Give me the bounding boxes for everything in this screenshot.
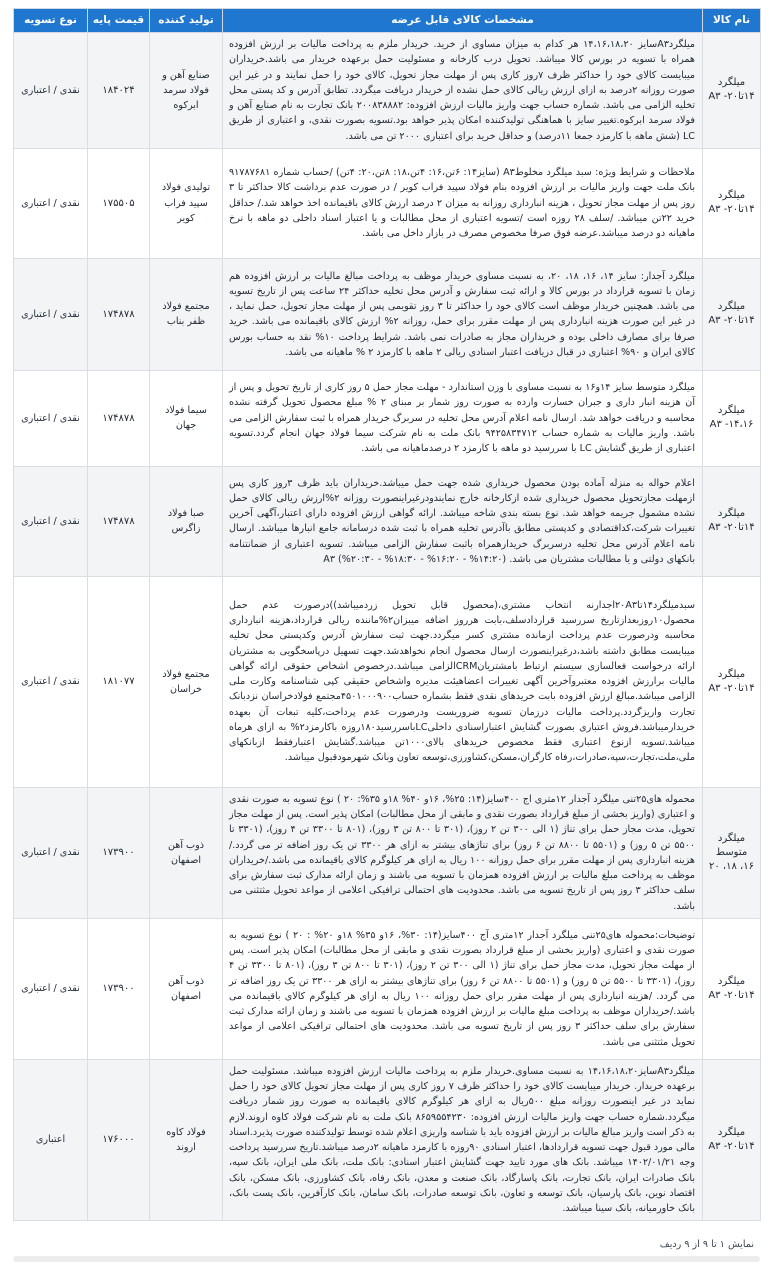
cell-producer: مجتمع فولاد خراسان (150, 576, 223, 787)
cell-producer: صنایع آهن و فولاد سرمد ابرکوه (150, 33, 223, 149)
cell-settlement: نقدی / اعتباری (14, 918, 88, 1059)
table-row[interactable] (14, 787, 761, 918)
cell-settlement: نقدی / اعتباری (14, 576, 88, 787)
cell-producer: ذوب آهن اصفهان (150, 787, 223, 918)
cell-settlement: اعتباری (14, 1059, 88, 1221)
cell-producer: ذوب آهن اصفهان (150, 918, 223, 1059)
cell-spec: میلگرد آجدار: سایز ۱۴، ۱۶، ۱۸، ۲۰، به نسبت مساوی خریدار موظف به پرداخت مبالغ مالیات بر ارزش افزوده هم زمان با تسویه قرارداد در بورس کالا و ارائه ثبت سفارش و آدرس محل تخلیه حداکثر ۲۴ ساعت پس از تاریخ تسویه می باشد. همچنین خریدار موظف است کالای خود را حداکثر تا ۳ روز تقویمی پس از مهلت مجاز تحویل، حمل نماید ، در غیر این صورت هزینه انبارداری پس از مهلت مقرر برای حمل، روزانه ۲% ارزش کالای باقیمانده می باشد. خرید صرفا برای مصارف داخلی بوده و خریداران مجاز به صادرات نمی باشد. شرایط پرداخت ۱۰% نقد به حساب بورس کالای ایران و ۹۰% اعتباری در قبال دریافت اعتبار اسنادی ریالی ۲ ماهه با کارمزد ۲ % ماهیانه می باشد. (223, 258, 703, 370)
offers-table (13, 8, 761, 1221)
cell-producer: فولاد کاوه اروند (150, 1059, 223, 1221)
table-row[interactable] (14, 33, 761, 149)
table-row[interactable] (14, 258, 761, 370)
cell-settlement: نقدی / اعتباری (14, 787, 88, 918)
cell-price: ۱۸۴۰۲۴ (88, 33, 150, 149)
cell-price: ۱۷۶۰۰۰ (88, 1059, 150, 1221)
cell-name: میلگرد ۱۴تا۲۰- A۳ (703, 918, 761, 1059)
cell-name: میلگرد متوسط ۱۶، ۱۸، ۲۰ (703, 787, 761, 918)
cell-settlement: نقدی / اعتباری (14, 370, 88, 466)
table-row[interactable] (14, 918, 761, 1059)
cell-name: میلگرد ۱۴تا۲۰- A۳ (703, 33, 761, 149)
cell-name: میلگرد ۱۴تا۲۰- A۳ (703, 148, 761, 258)
cell-spec: سبدمیلگرد۱۴تا۲۰A۳اجدارنه انتخاب مشتری،(محصول قابل تحویل زردمیباشد))درصورت عدم حمل محصول۱۰روزبعدازتاریخ سررسید قراردادسلف،بابت هرروز اضافه میبزان۲%ماننده ریالی قرارداد،هزینه انبارداری محاسبه ودرصورت عدم پرداخت ازمانده مشتری کسر میگردد.جهت ثبت سفارش آدرس وکدپستی محل تخلیه میبایست مطابق داشته باشد،درغیراینصورت ارسال محصول انجام نخواهدشد.جهت تسهیل درپاسخگویی به مشتریان ارائه درخواست فعالسازی سیستم ارتباط بامشتریانCRMالزامی میباشد.درخصوص اشخاص حقوقی ارائه گواهی مالیات برارزش افزوده معتبروآخرین آگهی تغییرات اعضاهیئت مدیره واشخاص حقیقی کپی شناسنامه وکارت ملی الزامی میباشد.مبالغ ارزش افزوده بابت خریدهای نقدی فقط بشماره حساب۴۵۰۱۰۰۰۹۰۰مجتمع فولادخراسان نزدبانک تجارت واریزگردد.پرداخت مالیات درزمان تسویه ضروریست ودرصورت عدم پرداخت،کلیه تبعات آن بعهده خریدارمیباشد.فروش اعتباری بصورت گشایش اعتباراسنادی داخلیLCباسررسید۱۸۰روزه باکارمزد۲% به ازای هرماه میباشد.تسویه ازنوع اعتباری فقط مخصوص خریدهای بالای۱۰۰۰تن میباشد.گشایش اعتبارفقط ازبانکهای ملی،ملت،تجارت،سپه،صادرات،رفاه کارگران،مسکن،کشاورزی،توسعه تعاون وبانک شهرمودقبول میباشد. (223, 576, 703, 787)
table-header-row (14, 9, 761, 33)
cell-price: ۱۷۴۸۷۸ (88, 370, 150, 466)
table-row[interactable] (14, 576, 761, 787)
cell-name: میلگرد ۱۴تا۲۰- A۳ (703, 576, 761, 787)
header-spec[interactable]: مشخصات کالای قابل عرضه (223, 9, 703, 33)
cell-spec: میلگرد متوسط سایز ۱۴و۱۶ به نسبت مساوی با وزن استاندارد - مهلت مجاز حمل ۵ روز کاری از تاریخ تحویل و پس از آن هزینه انبار داری و جبران خسارت وارده به صورت روز شمار بر مبنای ۲ % مبلغ محصول تحویل گرفته نشده محاسبه و دریافت خواهد شد. ارسال نامه اعلام آدرس محل تخلیه در سربرگ خریدار همراه با ثبت سفارش الزامی می باشد. واریز مالیات به شماره حساب ۹۴۲۵۸۳۴۷۱۲ بانک ملت به نام شرکت سیما فولاد جهان انجام گردد.تسویه اعتباری از طریق گشایش LC با سررسید دو ماهه با کارمزد ۲ درصدماهیانه می باشد. (223, 370, 703, 466)
cell-producer: مجتمع فولاد ظفر بناب (150, 258, 223, 370)
cell-spec: میلگردA۳سایز ۱۴،۱۶،۱۸،۲۰ هر کدام به میزان مساوی از خرید. خریدار ملزم به پرداخت مالیات بر ارزش افزوده همراه با تسویه در بورس کالا میباشد. تحویل درب کارخانه و مسئولیت حمل برعهده خریدار می باشد.خریداران میبایست کالای خود را حداکثر ظرف ۷روز کاری پس از مهلت مجاز تحویل، کالای خود را حمل نمایند و در غیر این صورت روزانه ۲درصد به ازای ارزش ریالی کالای حمل نشده از خریدار دریافت میگردد. تطابق آدرس و کد پستی محل تخلیه الزامی می باشد. شماره حساب جهت واریز مالیات ارزش افزوده: ۲۰۰۸۳۸۸۸۲ بانک تجارت به نام صنایع آهن و فولاد سرمد ابرکوه.تغییر سایز با هماهنگی تولیدکننده امکان پذیر خواهد بود.تسویه بصورت نقدی، و اعتباری از طریق LC (شش ماهه با کارمزد جمعا ۱۱درصد) و حداقل خرید برای اعتباری ۲۰۰۰ تن می باشد. (223, 33, 703, 149)
table-row[interactable] (14, 148, 761, 258)
cell-producer: سیما فولاد جهان (150, 370, 223, 466)
cell-name: میلگرد ۱۴تا۲۰- A۳ (703, 1059, 761, 1221)
table-body (14, 33, 761, 1221)
cell-spec: ملاحظات و شرایط ویژه: سبد میلگرد مخلوطA۳ (سایز۱۴: ۶تن،۱۶: ۴تن،۱۸: ۸تن،۲۰: ۴تن) /حساب شماره ۹۱۷۸۷۶۸۱ بانک ملت جهت واریز مالیات بر ارزش افزوده بنام فولاد سپید فراب کویر / در صورت عدم برداشت کالا حداکثر تا ۳ روز پس از مهلت مجاز تحویل ، هزینه انبارداری روزانه به میزان ۲ درصد ارزش کالای باقیمانده اخذ خواهد شد./ حداقل خرید ۲۲تن میباشد. /سلف ۲۸ روزه است /تسویه اعتباری از محل مطالبات و یا اعتبار اسناد داخلی دو ماهه با نرخ ماهیانه دو درصد میباشد.عرضه فوق صرفا مخصوص مصرف در بازار داخل می باشد. (223, 148, 703, 258)
header-producer[interactable]: تولید کننده (150, 9, 223, 33)
cell-name: میلگرد ۱۴،۱۶- A۳ (703, 370, 761, 466)
cell-spec: اعلام حواله به منزله آماده بودن محصول خریداری شده جهت حمل میباشد.خریداران باید ظرف ۳روز کاری پس ازمهلت مجازتحویل محصول خریداری شده ازکارخانه خارج نمایندودرغیراینصورت روزانه ۲%ارزش ریالی کالای حمل نشده مشمول جریمه خواهد شد. نوع بسته بندی شاخه میباشد. ارائه گواهی ارزش افزوده دارای اعتبار،آگهی آخرین تغییرات شرکت،کداقتصادی و کدپستی مطابق باآدرس تخلیه همراه با ثبت شده درسامانه جامع انبارها میباشد. ارسال نامه اعلام آدرس محل تخلیه درسربرگ خریدارهمراه باثبت سفارش الزامی میباشد. تسویه اعتباری از ضمانتنامه بانکهای دولتی و یا مطالبات مشتریان می باشد. (۱۴:۲۰% - ۱۶:۲۰% - ۱۸:۳۰% - ۲۰:۳۰%) A۳ (223, 466, 703, 576)
table-row[interactable] (14, 370, 761, 466)
cell-settlement: نقدی / اعتباری (14, 148, 88, 258)
cell-settlement: نقدی / اعتباری (14, 258, 88, 370)
cell-spec: محموله های۲۵تنی میلگرد آجدار ۱۲متری اج ۴۰۰سایز(۱۴: ۲۵%، ۱۶و ۴۰% ۱۸و ۳۵%: ۲۰ ) نوع تسویه به صورت نقدی و اعتباری (واریز بخشی از مبلغ قرارداد بصورت نقدی و مابقی از محل مطالبات) امکان پذیر است. پس از مهلت مجاز تحویل، مدت مجاز حمل برای تناژ (۱ الی ۳۰۰ تن ۲ روز)، (۳۰۱ تا ۸۰۰ تن ۳ روز)، (۸۰۱ تا ۳۳۰۰ تن ۴ روز)، (۳۳۰۱ تا ۵۵۰۰ تن ۵ روز) و (۵۵۰۱ تا ۸۸۰۰ تن ۶ روز) برای تناژهای بیشتر به ازای هر ۳۳۰۰ تن یک روز اضافه تر می گردد./ هزینه انبارداری پس از مهلت مقرر برای حمل روزانه ۱۰۰ ریال به ازای هر کیلوگرم کالای باقیمانده می باشد./خریداران موظف به پرداخت مبلغ مالیات بر ارزش افزوده همزمان با تسویه می باشند و زمان ارائه مدارک ثبت سفارش برای سلف حداکثر ۳ روز پس از تاریخ تسویه می باشد. محدودیت های احتمالی ترافیکی اعلامی از مواعد تحویل مثتثنی می باشد. (223, 787, 703, 918)
cell-name: میلگرد ۱۴تا۲۰- A۳ (703, 258, 761, 370)
table-row[interactable] (14, 1059, 761, 1221)
cell-spec: میلگردA۳سایز۱۴،۱۶،۱۸،۲۰ به نسبت مساوی.خریدار ملزم به پرداخت مالیات ارزش افزوده میباشد. مسئولیت حمل برعهده خریدار. خریدار میبایست کالای خود را حداکثر ظرف ۷ روز کاری پس از مهلت مجاز تحویل کالای خود را حمل نماید در غیر اینصورت روزانه مبلغ ۵۰۰ریال به ازای هر کیلوگرم کالای باقیمانده به صورت روز شمار دریافت میگردد.شماره حساب جهت واریز مالیات ارزش افزوده: ۸۶۵۹۵۵۴۲۳۰ بانک ملت به نام شرکت فولاد کاوه اروند.لازم به ذکر است واریز مبالغ مالیات بر ارزش افزوده باید با شناسه واریزی اعلام شده توسط تولیدکننده صورت پذیرد.اسناد مالی مورد قبول جهت تسویه قراردادها، اعتبار اسنادی ۹۰روزه با کارمزد ماهیانه ۲درصد میباشد.تاریخ سررسید پرداخت وجه ۱۴۰۲/۰۱/۲۱ میباشد. بانک های مورد تایید جهت گشایش اعتبار اسنادی: بانک ملت، بانک ملی ایران، بانک سپه، بانک صادرات ایران، بانک تجارت، بانک پاسارگاد، بانک صنعت و معدن، بانک رفاه، بانک کشاورزی، بانک مسکن، بانک اقتصاد نوین، بانک پارسیان، بانک توسعه و تعاون، بانک توسعه صادرات، بانک سامان، بانک کارآفرین، بانک پست بانک، بانک خاورمیانه، بانک سینا میباشد. (223, 1059, 703, 1221)
cell-producer: تولیدی فولاد سپید فراب کویر (150, 148, 223, 258)
cell-price: ۱۷۳۹۰۰ (88, 787, 150, 918)
cell-price: ۱۷۴۸۷۸ (88, 258, 150, 370)
cell-price: ۱۷۴۸۷۸ (88, 466, 150, 576)
cell-spec: توضیحات:محموله های۲۵تنی میلگرد آجدار ۱۲متری آج ۴۰۰سایز(۱۴: ۳۰%، ۱۶و ۳۵% ۱۸و ۲۰% : ۲۰ ) نوع تسویه به صورت نقدی و اعتباری (واریز بخشی از مبلغ قرارداد بصورت نقدی و مابقی از محل مطالبات) امکان پذیر است. پس از مهلت مجاز تحویل، مدت مجاز حمل برای تناژ (۱ الی ۳۰۰ تن ۲ روز)، (۳۰۱ تا ۸۰۰ تن ۳ روز)، (۸۰۱ تا ۳۳۰۰ تن ۴ روز)، (۳۳۰۱ تا ۵۵۰۰ تن ۵ روز) و (۵۵۰۱ تا ۸۸۰۰ تن ۶ روز) برای تناژهای بیشتر به ازای هر ۳۳۰۰ تن یک روز اضافه تر می گردد. /هزینه انبارداری پس از مهلت مقرر برای حمل روزانه ۱۰۰ ریال به ازای هر کیلوگرم کالای باقیمانده می باشد./خریداران موظف به پرداخت مبلغ مالیات بر ارزش افزوده همزمان با تسویه می باشند و زمان ارائه مدارک ثبت سفارش برای سلف حداکثر ۳ روز پس از تاریخ تسویه می باشد. محدودیت های احتمالی ترافیکی اعلامی از مواعد تحویل مثتثنی می باشد. (223, 918, 703, 1059)
cell-price: ۱۸۱۰۷۷ (88, 576, 150, 787)
cell-producer: صبا فولاد زاگرس (150, 466, 223, 576)
header-settlement[interactable]: نوع تسویه (14, 9, 88, 33)
cell-settlement: نقدی / اعتباری (14, 33, 88, 149)
pagination-info: نمایش ۱ تا ۹ از ۹ ردیف (659, 1239, 754, 1250)
horizontal-scrollbar[interactable] (13, 1256, 760, 1262)
cell-price: ۱۷۵۵۰۵ (88, 148, 150, 258)
cell-price: ۱۷۳۹۰۰ (88, 918, 150, 1059)
header-price[interactable]: قیمت پایه (88, 9, 150, 33)
header-name[interactable]: نام کالا (703, 9, 761, 33)
table-row[interactable] (14, 466, 761, 576)
cell-settlement: نقدی / اعتباری (14, 466, 88, 576)
cell-name: میلگرد ۱۴تا۲۰- A۳ (703, 466, 761, 576)
